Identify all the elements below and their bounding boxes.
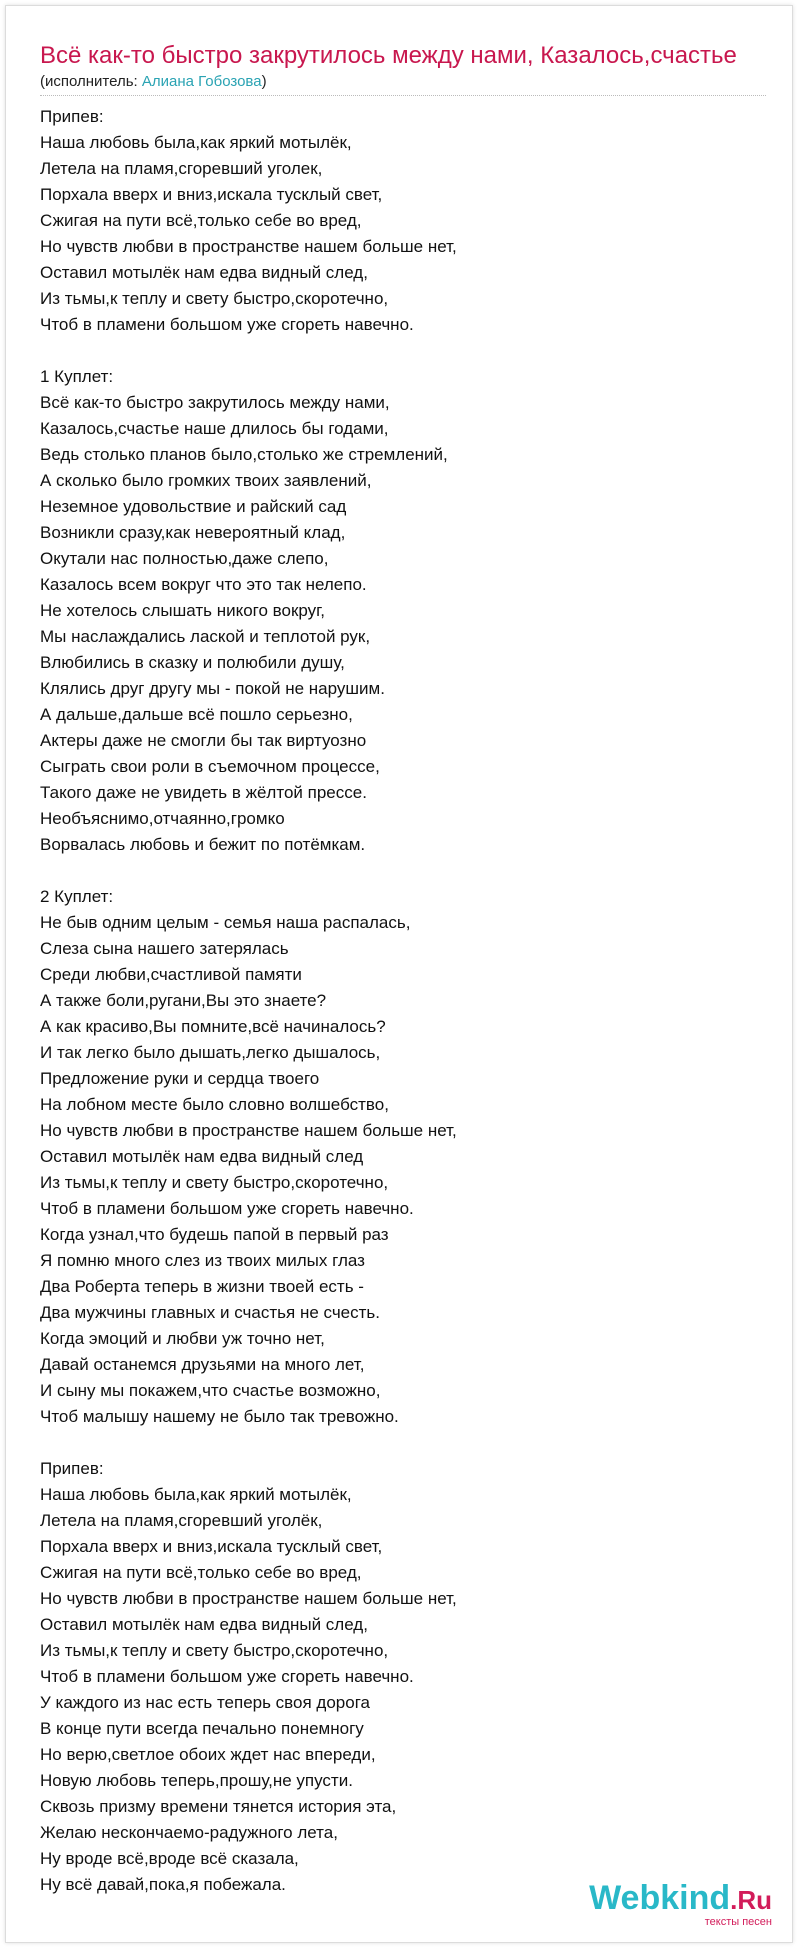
lyric-line: Оставил мотылёк нам едва видный след, <box>40 263 368 282</box>
lyric-line: Мы наслаждались лаской и теплотой рук, <box>40 627 371 646</box>
lyric-line: Необъяснимо,отчаянно,громко <box>40 809 285 828</box>
lyric-line: Среди любви,счастливой памяти <box>40 965 302 984</box>
lyric-line: Два мужчины главных и счастья не счесть. <box>40 1303 380 1322</box>
lyric-line: Окутали нас полностью,даже слепо, <box>40 549 329 568</box>
artist-suffix: ) <box>261 73 267 90</box>
lyric-line: Актеры даже не смогли бы так виртуозно <box>40 731 367 750</box>
lyric-line: Чтоб в пламени большом уже сгореть навечно. <box>40 315 414 334</box>
lyric-line: Новую любовь теперь,прошу,не упусти. <box>40 1771 353 1790</box>
lyric-line: Припев: <box>40 107 104 126</box>
lyric-line: Влюбились в сказку и полюбили душу, <box>40 653 345 672</box>
lyric-line: Порхала вверх и вниз,искала тусклый свет, <box>40 185 383 204</box>
lyric-line: Сыграть свои роли в съемочном процессе, <box>40 757 380 776</box>
lyric-line: Наша любовь была,как яркий мотылёк, <box>40 133 352 152</box>
logo-name: Webkind <box>589 1879 731 1917</box>
lyric-line: Но чувств любви в пространстве нашем больше нет, <box>40 237 457 256</box>
lyric-line: А также боли,ругани,Вы это знаете? <box>40 991 327 1010</box>
lyric-line: Возникли сразу,как невероятный клад, <box>40 523 346 542</box>
lyric-line: Из тьмы,к теплу и свету быстро,скоротечно, <box>40 1641 389 1660</box>
lyric-line: Но чувств любви в пространстве нашем больше нет, <box>40 1121 457 1140</box>
lyric-line: Ну всё давай,пока,я побежала. <box>40 1875 286 1894</box>
lyric-line: Клялись друг другу мы - покой не нарушим. <box>40 679 385 698</box>
lyric-line: И сыну мы покажем,что счастье возможно, <box>40 1381 381 1400</box>
lyric-line: Оставил мотылёк нам едва видный след, <box>40 1615 368 1634</box>
lyric-line: Сжигая на пути всё,только себе во вред, <box>40 211 362 230</box>
lyric-line: И так легко было дышать,легко дышалось, <box>40 1043 381 1062</box>
lyric-line: Ну вроде всё,вроде всё сказала, <box>40 1849 299 1868</box>
lyric-line: Предложение руки и сердца твоего <box>40 1069 320 1088</box>
lyric-line: Ведь столько планов было,столько же стремлений, <box>40 445 448 464</box>
lyric-line: Желаю нескончаемо-радужного лета, <box>40 1823 338 1842</box>
lyric-line: Порхала вверх и вниз,искала тусклый свет, <box>40 1537 383 1556</box>
lyric-line: 1 Куплет: <box>40 367 114 386</box>
lyric-line: 2 Куплет: <box>40 887 114 906</box>
lyric-line: Казалось,счастье наше длилось бы годами, <box>40 419 389 438</box>
lyric-line: Летела на пламя,сгоревший уголёк, <box>40 1511 323 1530</box>
lyric-line: Когда узнал,что будешь папой в первый раз <box>40 1225 389 1244</box>
lyric-line: Но чувств любви в пространстве нашем больше нет, <box>40 1589 457 1608</box>
site-logo[interactable] <box>589 1880 772 1928</box>
lyric-line: На лобном месте было словно волшебство, <box>40 1095 389 1114</box>
lyric-line: Наша любовь была,как яркий мотылёк, <box>40 1485 352 1504</box>
lyric-line: Чтоб в пламени большом уже сгореть навечно. <box>40 1667 414 1686</box>
lyric-line: Не быв одним целым - семья наша распалась, <box>40 913 411 932</box>
lyric-line: Казалось всем вокруг что это так нелепо. <box>40 575 367 594</box>
lyric-line: Летела на пламя,сгоревший уголек, <box>40 159 323 178</box>
stanza <box>40 1456 740 1898</box>
song-title: Всё как-то быстро закрутилось между нами, Казалось,счастье <box>40 42 737 69</box>
artist-link[interactable]: Алиана Гобозова <box>141 73 262 90</box>
lyric-line: Но верю,светлое обоих ждет нас впереди, <box>40 1745 376 1764</box>
lyric-line: Такого даже не увидеть в жёлтой прессе. <box>40 783 367 802</box>
lyric-line: Из тьмы,к теплу и свету быстро,скоротечно, <box>40 289 389 308</box>
stanza <box>40 104 740 338</box>
lyrics-body <box>40 104 740 1924</box>
lyric-line: Сжигая на пути всё,только себе во вред, <box>40 1563 362 1582</box>
lyric-line: Слеза сына нашего затерялась <box>40 939 289 958</box>
stanza <box>40 884 740 1430</box>
lyric-line: Чтоб малышу нашему не было так тревожно. <box>40 1407 399 1426</box>
lyric-line: Неземное удовольствие и райский сад <box>40 497 347 516</box>
lyric-line: Сквозь призму времени тянется история эта, <box>40 1797 397 1816</box>
artist-line <box>40 73 267 90</box>
logo-tagline: тексты песен <box>704 1916 772 1928</box>
lyric-line: Ворвалась любовь и бежит по потёмкам. <box>40 835 366 854</box>
logo-tld: .Ru <box>730 1885 772 1915</box>
lyric-line: А сколько было громких твоих заявлений, <box>40 471 372 490</box>
lyric-line: Чтоб в пламени большом уже сгореть навечно. <box>40 1199 414 1218</box>
lyric-line: Давай останемся друзьями на много лет, <box>40 1355 365 1374</box>
artist-prefix: (исполнитель: <box>40 73 142 90</box>
lyric-line: В конце пути всегда печально понемногу <box>40 1719 364 1738</box>
stanza <box>40 364 740 858</box>
lyric-line: Оставил мотылёк нам едва видный след <box>40 1147 364 1166</box>
lyric-line: Не хотелось слышать никого вокруг, <box>40 601 326 620</box>
lyric-line: У каждого из нас есть теперь своя дорога <box>40 1693 370 1712</box>
lyric-line: Когда эмоций и любви уж точно нет, <box>40 1329 325 1348</box>
header-divider <box>40 95 766 96</box>
lyric-line: Я помню много слез из твоих милых глаз <box>40 1251 365 1270</box>
lyric-line: Два Роберта теперь в жизни твоей есть - <box>40 1277 364 1296</box>
lyric-line: Из тьмы,к теплу и свету быстро,скоротечно, <box>40 1173 389 1192</box>
lyric-line: Припев: <box>40 1459 104 1478</box>
lyric-line: Всё как-то быстро закрутилось между нами, <box>40 393 390 412</box>
lyric-line: А как красиво,Вы помните,всё начиналось? <box>40 1017 386 1036</box>
lyric-line: А дальше,дальше всё пошло серьезно, <box>40 705 353 724</box>
